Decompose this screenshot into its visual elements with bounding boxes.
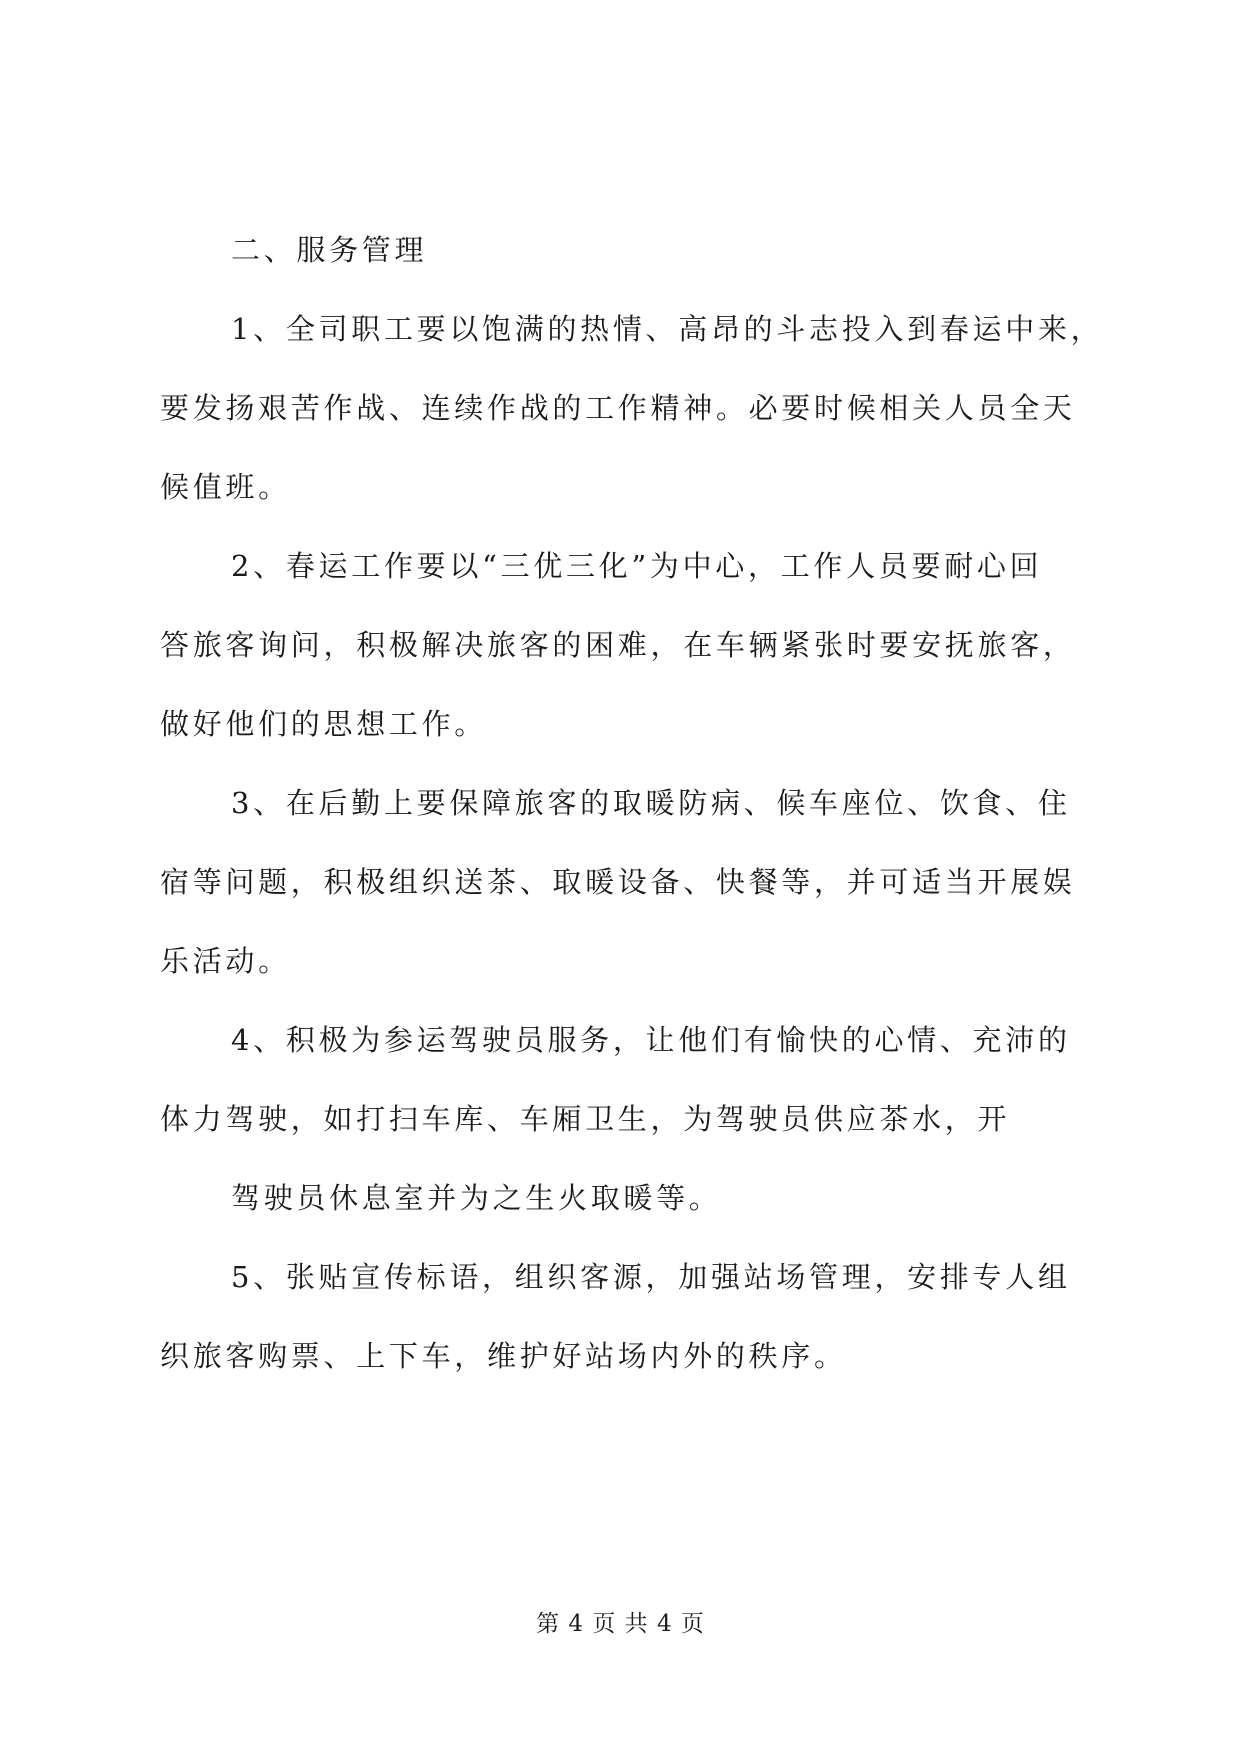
item-3-line-3: 乐活动。 — [160, 944, 291, 978]
item-1-line-3: 候值班。 — [160, 470, 291, 504]
item-3-line-1: 3、在后勤上要保障旅客的取暖防病、候车座位、饮食、住 — [231, 786, 1071, 820]
item-4-line-2: 体力驾驶，如打扫车库、车厢卫生，为驾驶员供应茶水，开 — [160, 1102, 1011, 1136]
item-2-line-3: 做好他们的思想工作。 — [160, 707, 488, 741]
item-4-line-1: 4、积极为参运驾驶员服务，让他们有愉快的心情、充沛的 — [231, 1023, 1071, 1057]
item-2-line-2: 答旅客询问，积极解决旅客的困难，在车辆紧张时要安抚旅客， — [160, 628, 1076, 662]
section-heading: 二、服务管理 — [231, 233, 428, 267]
item-1-line-2: 要发扬艰苦作战、连续作战的工作精神。必要时候相关人员全天 — [160, 391, 1076, 425]
item-3-line-2: 宿等问题，积极组织送茶、取暖设备、快餐等，并可适当开展娱 — [160, 865, 1076, 899]
page-footer: 第 4 页 共 4 页 — [536, 1611, 705, 1637]
item-4-line-3: 驾驶员休息室并为之生火取暖等。 — [231, 1181, 722, 1215]
item-2-line-1: 2、春运工作要以“三优三化”为中心，工作人员要耐心回 — [231, 549, 1043, 583]
item-5-line-1: 5、张贴宣传标语，组织客源，加强站场管理，安排专人组 — [231, 1260, 1071, 1294]
item-5-line-2: 织旅客购票、上下车，维护好站场内外的秩序。 — [160, 1339, 847, 1373]
document-body — [160, 230, 1104, 1376]
item-1-line-1: 1、全司职工要以饱满的热情、高昂的斗志投入到春运中来， — [231, 312, 1104, 346]
